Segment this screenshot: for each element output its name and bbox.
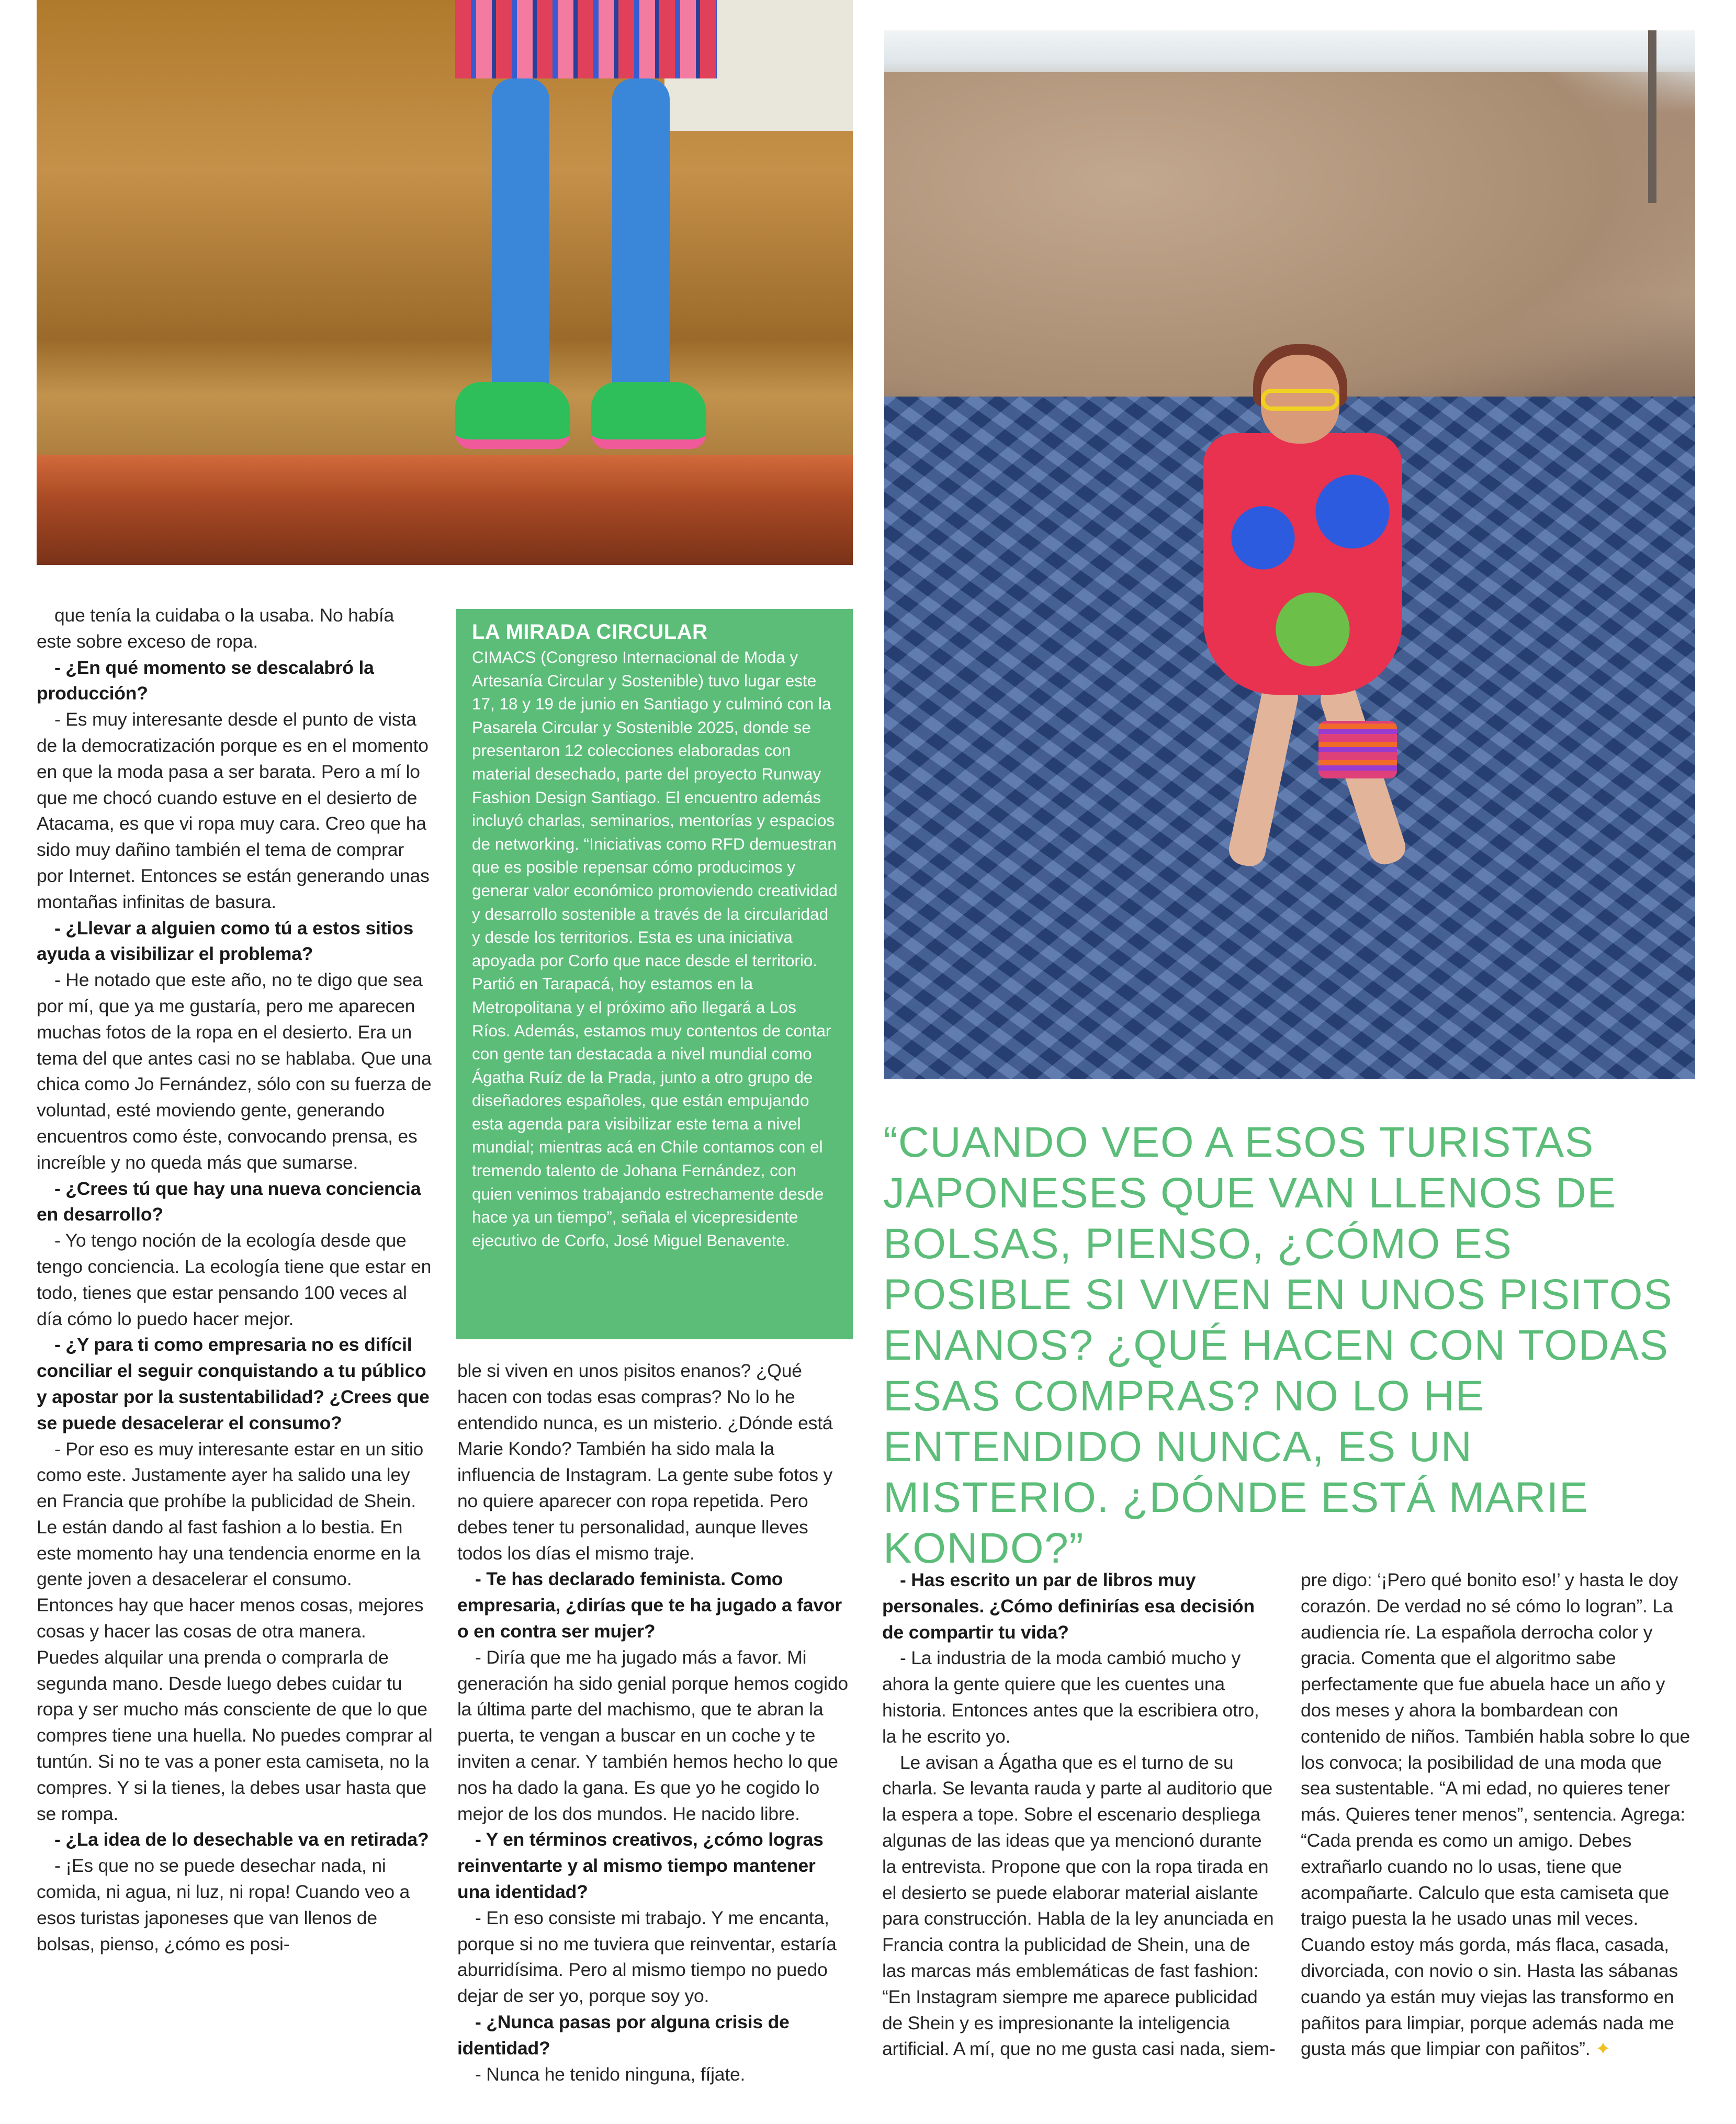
answer-paragraph: - Yo tengo noción de la ecología desde que tengo conciencia. La ecología tiene que estar en todo, tienes que estar pensando 100 veces al día cómo lo puedo hacer mejor. [37,1230,432,1329]
answer-paragraph: - Diría que me ha jugado más a favor. Mi generación ha sido genial porque hemos cogido la última parte del machismo, que te abran la puerta, te vengan a buscar en un coche y te inviten a cenar. Y también hemos hecho lo que nos ha dado la gana. Es que yo he cogido lo mejor de los dos mundos. He nacido libre. [457,1646,848,1824]
question: - Te has declarado feminista. Como empresaria, ¿dirías que te ha jugado a favor o en contra ser mujer? [457,1568,842,1642]
question: - ¿Nunca pasas por alguna crisis de identidad? [457,2011,790,2059]
checkered-skirt [455,0,717,78]
answer-paragraph: que tenía la cuidaba o la usaba. No había este sobre exceso de ropa. [37,605,394,652]
left-shoe [455,382,570,449]
answer-paragraph: - Es muy interesante desde el punto de vista de la democratización porque es en el momento en que la moda pasa a ser barata. Pero a mí lo que me chocó cuando estuve en el desierto de Atacama, es que vi ropa muy cara. Creo que ha sido muy dañino también el tema de comprar por Internet. Entonces se están generando unas montañas infinitas de basura. [37,709,430,912]
desert-photo [884,30,1695,1079]
answer-paragraph: - He notado que este año, no te digo que sea por mí, que ya me gustaría, pero me aparecen muchas fotos de la ropa en el desierto. Era un tema del que antes casi no se hablaba. Que una chica como Jo Fernández, sólo con su fuerza de voluntad, esté moviendo gente, generando encuentros como éste, convocando prensa, es increíble y no queda más que sumarse. [37,969,432,1173]
column-4 [1301,1567,1694,2062]
polka-dot-dress [1203,433,1402,695]
question: - ¿Crees tú que hay una nueva conciencia en desarrollo? [37,1178,421,1225]
question: - ¿La idea de lo desechable va en retirada? [54,1829,429,1850]
answer-paragraph: - La industria de la moda cambió mucho y ahora la gente quiere que les cuentes una historia. Entonces antes que la escribiera otro, la he escrito yo. [882,1647,1259,1747]
answer-paragraph: pre digo: ‘¡Pero qué bonito eso!’ y hasta le doy corazón. De verdad no sé cómo lo logran”. La audiencia ríe. La española derrocha color y gracia. Comenta que el algoritmo sabe perfectamente que fue abuela hace un año y dos meses y ahora la bombardean con contenido de niños. También habla sobre lo que los convoca; la posibilidad de una moda que sea sustentable. “A mi edad, no quieres tener más. Quieres tener menos”, sentencia. Agrega: “Cada prenda es como un amigo. Debes extrañarlo cuando no lo usas, tiene que acompañarte. Calculo que esta camiseta que traigo puesta la he usado unas mil veces. Cuando estoy más gorda, más flaca, casada, divorciada, con novio o sin. Hasta las sábanas cuando ya están muy viejas las transformo en pañitos para limpiar, porque además nada me gusta más que limpiar con pañitos”. ✦ [1301,1569,1690,2060]
answer-paragraph: - En eso consiste mi trabajo. Y me encanta, porque si no me tuviera que reinventar, estaría aburridísima. Pero al mismo tiempo no puedo dejar de ser yo, porque soy yo. [457,1907,837,2007]
sidebar-title: LA MIRADA CIRCULAR [472,620,708,643]
sidebar-body: CIMACS (Congreso Internacional de Moda y Artesanía Circular y Sostenible) tuvo lugar este 17, 18 y 19 de junio en Santiago y culminó con la Pasarela Circular y Sostenible 2025, donde se presentaron 12 colecciones elaboradas con material desechado, parte del proyecto Runway Fashion Design Santiago. El encuentro además incluyó charlas, seminarios, mentorías y espacios de networking. “Iniciativas como RFD demuestran que es posible repensar cómo producimos y generar valor económico promoviendo creatividad y desarrollo sostenible a través de la circularidad y desde los territorios. Esta es una iniciativa apoyada por Corfo que nace desde el territorio. Partió en Tarapacá, hoy estamos en la Metropolitana y el próximo año llegará a Los Ríos. Además, estamos muy contentos de contar con gente tan destacada a nivel mundial como Ágatha Ruíz de la Prada, junto a otro grupo de diseñadores españoles, que están empujando esta agenda para visibilizar este tema a nivel mundial; mientras acá en Chile contamos con el tremendo talento de Johana Fernández, con quien venimos trabajando estrechamente desde hace ya un tiempo”, señala el vicepresidente ejecutivo de Corfo, José Miguel Benavente. [472,648,838,1250]
question: - ¿Llevar a alguien como tú a estos sitios ayuda a visibilizar el problema? [37,917,413,965]
column-2 [457,1358,853,2087]
yellow-sunglasses [1261,389,1339,411]
utility-pole [1648,30,1656,203]
handbag [1318,721,1397,778]
answer-paragraph: Le avisan a Ágatha que es el turno de su charla. Se levanta rauda y parte al auditorio que la espera a tope. Sobre el escenario despliega algunas de las ideas que ya mencionó durante la entrevista. Propone que con la ropa tirada en el desierto se puede elaborar material aislante para construcción. Habla de la ley anunciada en Francia contra la publicidad de Shein, una de las marcas más emblemáticas de fast fashion: “En Instagram siempre me aparece publicidad de Shein y es impresionante la inteligencia artificial. A mí, que no me gusta casi nada, siem- [882,1752,1276,2060]
answer-paragraph: - Por eso es muy interesante estar en un sitio como este. Justamente ayer ha salido una ley en Francia que prohíbe la publicidad de Shein. Le están dando al fast fashion a lo bestia. En este momento hay una tendencia enorme en la gente joven a desacelerar el consumo. Entonces hay que hacer menos cosas, mejores cosas y hacer las cosas de otra manera. Puedes alquilar una prenda o comprarla de segunda mano. Desde luego debes cuidar tu ropa y ser mucho más consciente de que lo que compres tiene una huella. No puedes comprar al tuntún. Si no te vas a poner esta camiseta, no la compres. Y si la tienes, la debes usar hasta que se rompa. [37,1438,433,1824]
right-leg [612,78,670,403]
pull-quote: “CUANDO VEO A ESOS TURISTAS JAPONESES QUE VAN LLENOS DE BOLSAS, PIENSO, ¿CÓMO ES POSIBLE SI VIVEN EN UNOS PISITOS ENANOS? ¿QUÉ HACEN CON TODAS ESAS COMPRAS? NO LO HE ENTENDIDO NUNCA, ES UN MISTERIO. ¿DÓNDE ESTÁ MARIE KONDO?” [883,1119,1673,1572]
question: - ¿En qué momento se descalabró la producción? [37,657,374,704]
answer-paragraph: - ¡Es que no se puede desechar nada, ni comida, ni agua, ni luz, ni ropa! Cuando veo a esos turistas japoneses que van llenos de bolsas, pienso, ¿cómo es posi- [37,1855,410,1954]
question: - Has escrito un par de libros muy personales. ¿Cómo definirías esa decisión de compartir tu vida? [882,1569,1255,1643]
column-3 [882,1567,1277,2062]
left-leg [492,78,549,403]
question: - ¿Y para ti como empresaria no es difícil conciliar el seguir conquistando a tu público y apostar por la sustentabilidad? ¿Crees que se puede desacelerar el consumo? [37,1334,430,1433]
stage-photo [37,0,853,565]
sidebar-box [456,609,853,1339]
answer-paragraph: ble si viven en unos pisitos enanos? ¿Qué hacen con todas esas compras? No lo he entendido nunca, es un misterio. ¿Dónde está Marie Kondo? También ha sido mala la influencia de Instagram. La gente sube fotos y no quiere aparecer con ropa repetida. Pero debes tener tu personalidad, aunque lleves todos los días el mismo traje. [457,1360,833,1564]
end-mark-icon: ✦ [1590,2038,1611,2060]
answer-paragraph: - Nunca he tenido ninguna, fíjate. [475,2063,746,2085]
right-shoe [591,382,706,449]
stage-floor [37,455,853,565]
column-1 [37,603,433,1957]
question: - Y en términos creativos, ¿cómo logras reinventarte y al mismo tiempo mantener una identidad? [457,1829,824,1902]
